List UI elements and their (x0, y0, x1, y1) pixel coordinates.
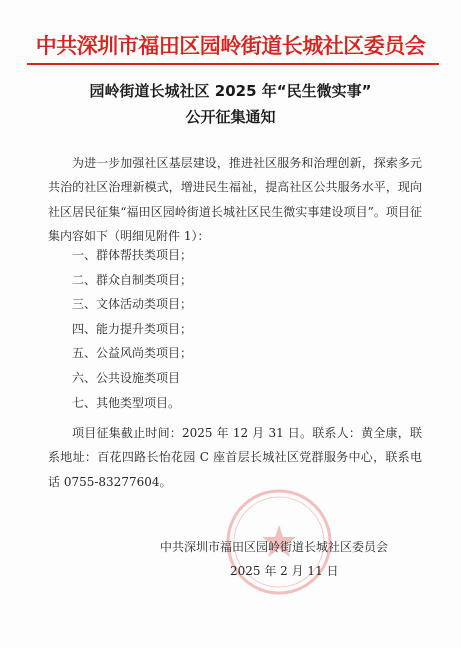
list-item-1: 一、群体帮扶类项目； (72, 248, 193, 262)
intro-paragraph (48, 151, 422, 248)
deadline-paragraph (48, 421, 422, 494)
signature-org: 中共深圳市福田区园岭街道长城社区委员会 (160, 540, 389, 554)
letterhead-org-name: 中共深圳市福田区园岭街道长城社区委员会 (35, 34, 426, 58)
deadline-text: 项目征集截止时间：2025 年 12 月 31 日。联系人：黄全康，联系地址：百花四路长怡花园 C 座首层长城社区党群服务中心，联系电话 0755-83277604。 (48, 426, 422, 489)
list-item-5: 五、公益风尚类项目； (72, 346, 193, 360)
list-item-2: 二、群众自制类项目； (72, 273, 193, 287)
letterhead-divider (27, 63, 439, 65)
document-title-line-2: 公开征集通知 (185, 108, 276, 126)
intro-text: 为进一步加强社区基层建设，推进社区服务和治理创新，探索多元共治的社区治理新模式，增进民生福祉，提高社区公共服务水平，现向社区居民征集“福田区园岭街道长城社区民生微实事建设项目”。项目征集内容如下（明细见附件 1）： (48, 156, 422, 243)
list-item-4: 四、能力提升类项目； (72, 322, 193, 336)
list-item-7: 七、其他类型项目。 (72, 396, 181, 410)
document-title-line-1: 园岭街道长城社区 2025 年“民生微实事” (89, 82, 372, 100)
signature-date: 2025 年 2 月 11 日 (230, 564, 339, 578)
list-item-6: 六、公共设施类项目 (72, 371, 181, 385)
list-item-3: 三、文体活动类项目； (72, 297, 193, 311)
